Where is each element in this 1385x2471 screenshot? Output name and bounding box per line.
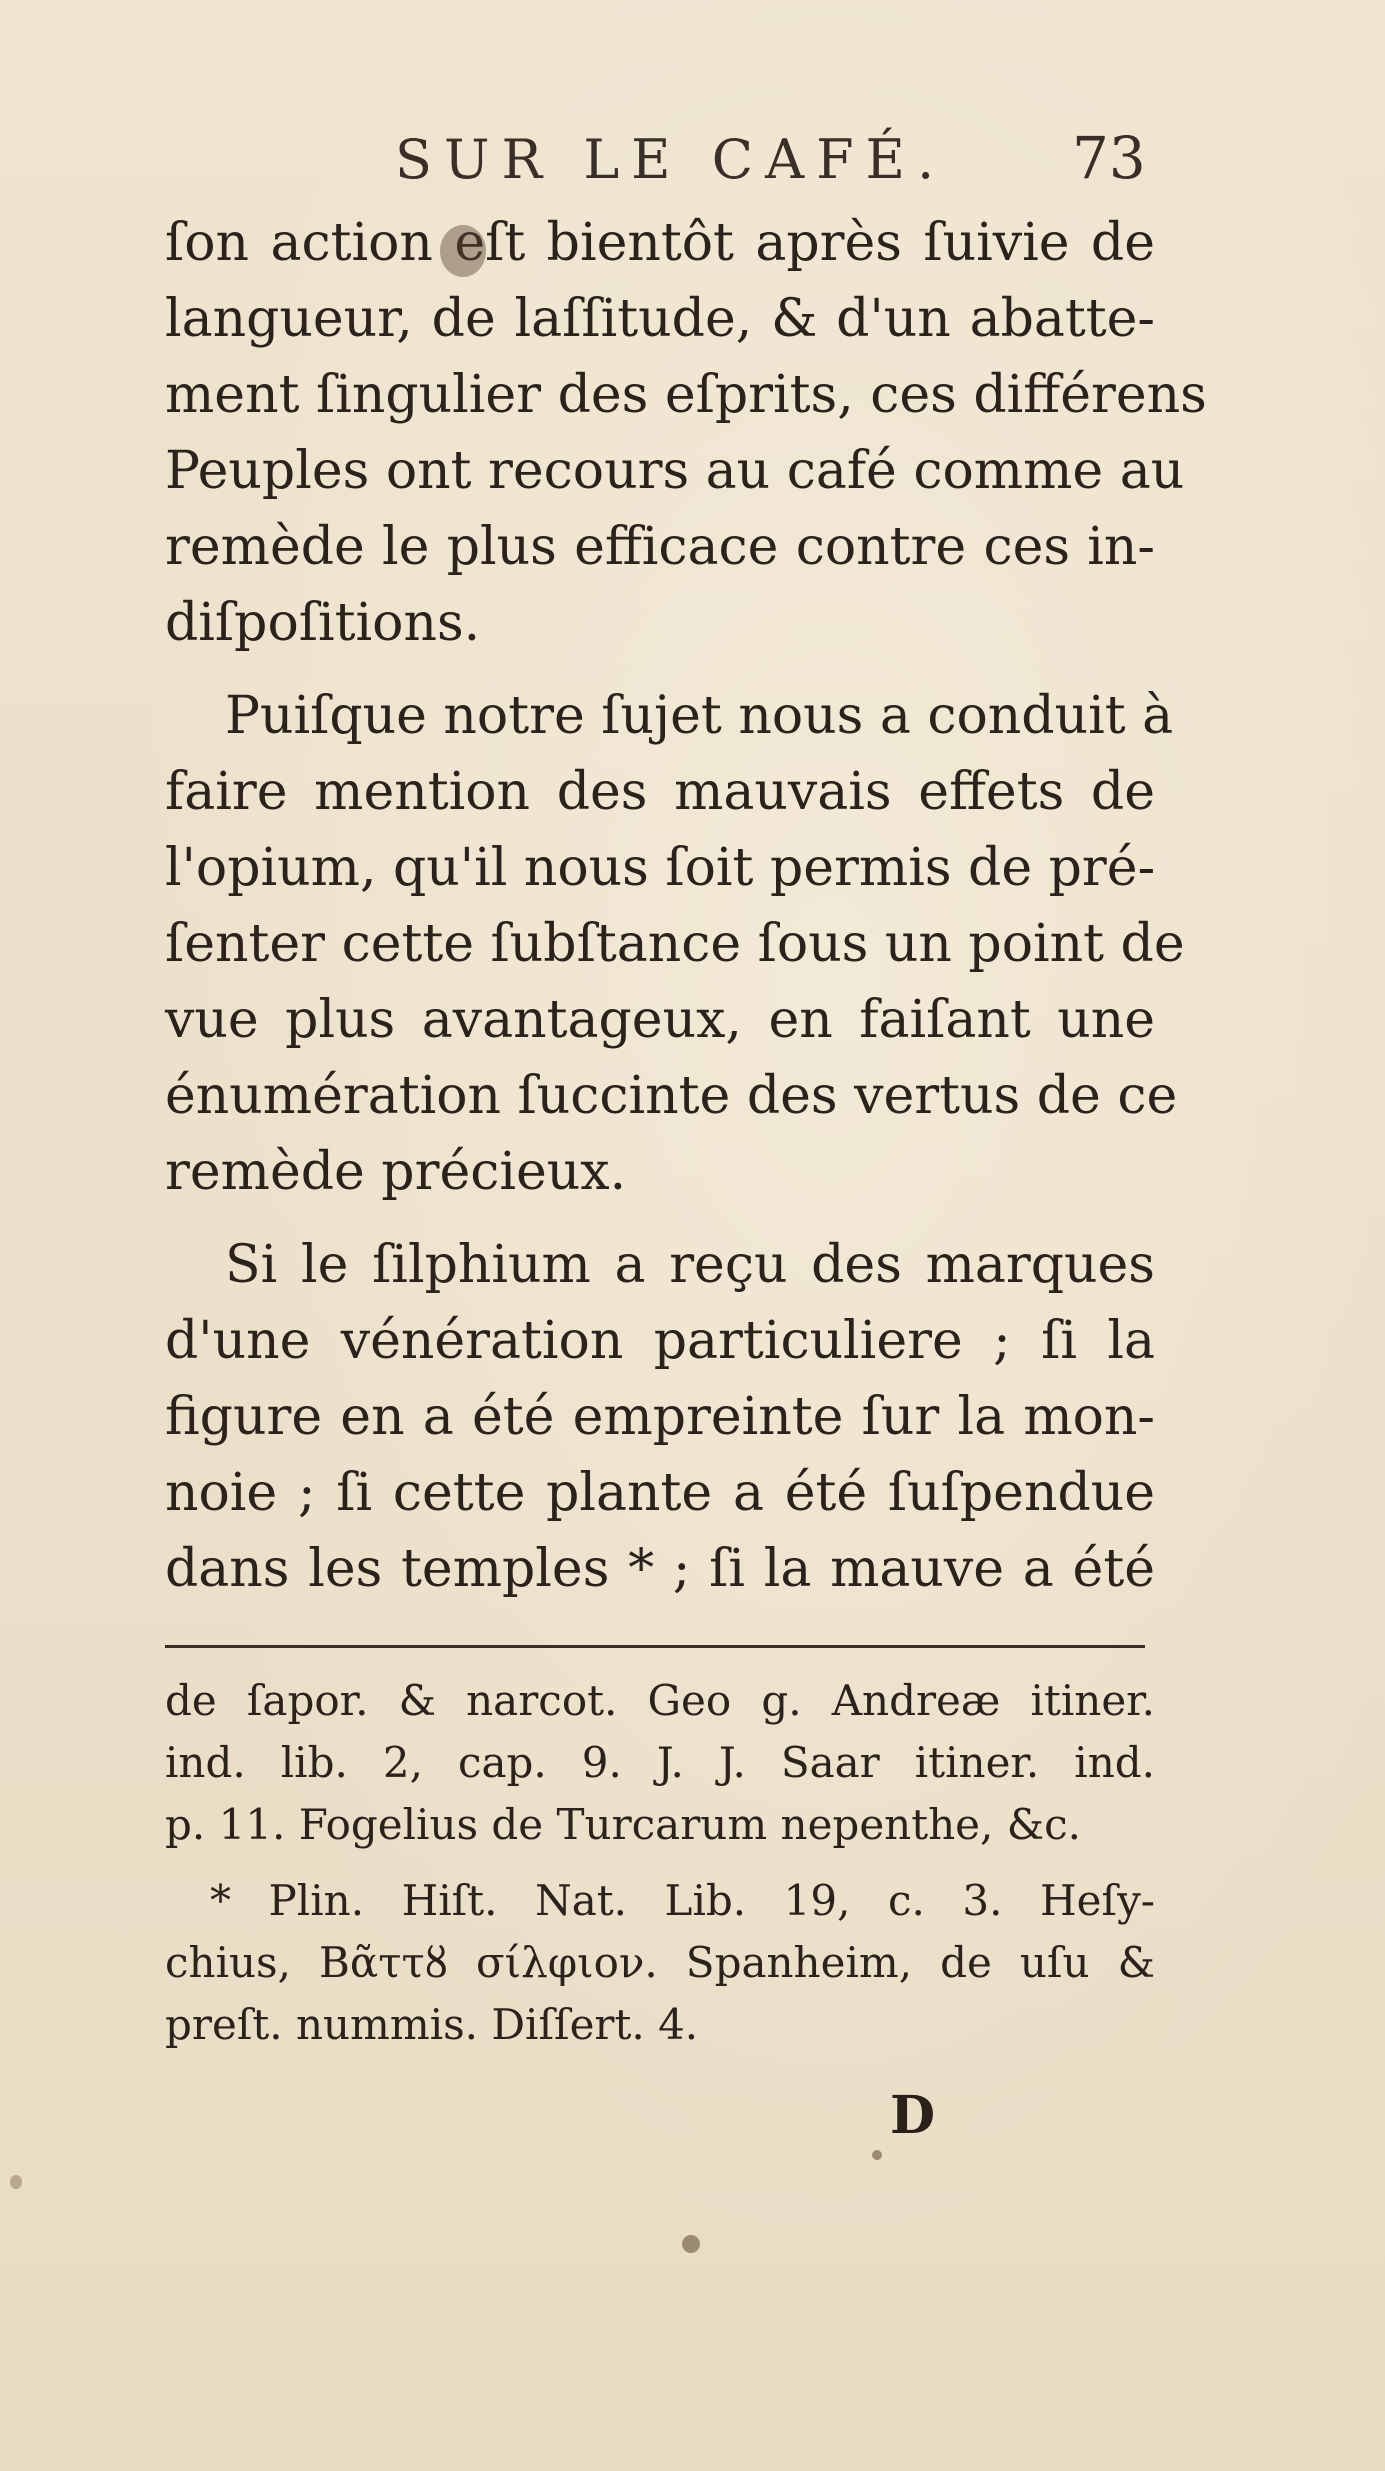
footnote-line: de ſapor. & narcot. Geo g. Andreæ itiner. xyxy=(165,1676,1155,1725)
signature-mark: D xyxy=(890,2085,936,2146)
footnote-line: preſt. nummis. Diſſert. 4. xyxy=(165,2000,699,2049)
body-line: figure en a été empreinte ſur la mon- xyxy=(165,1387,1155,1447)
footnote-line: chius, Βᾶττȣ σίλφιον. Spanheim, de uſu & xyxy=(165,1938,1155,1987)
body-line: diſpoſitions. xyxy=(165,593,481,653)
body-line: noie ; ſi cette plante a été ſuſpendue xyxy=(165,1463,1155,1523)
body-line: Peuples ont recours au café comme au xyxy=(165,441,1185,501)
body-line: ment ſingulier des eſprits, ces différens xyxy=(165,365,1207,425)
body-line: l'opium, qu'il nous ſoit permis de pré- xyxy=(165,838,1156,898)
body-line: remède précieux. xyxy=(165,1142,627,1202)
footnote-line: * Plin. Hiſt. Nat. Lib. 19, c. 3. Heſy- xyxy=(210,1876,1155,1925)
body-line: dans les temples * ; ſi la mauve a été xyxy=(165,1539,1155,1599)
page-number: 73 xyxy=(1072,124,1146,192)
footnote-line: ind. lib. 2, cap. 9. J. J. Saar itiner. ind. xyxy=(165,1738,1155,1787)
ink-stain xyxy=(440,225,486,277)
body-line: Puiſque notre ſujet nous a conduit à xyxy=(225,686,1174,746)
body-line: énumération ſuccinte des vertus de ce xyxy=(165,1066,1178,1126)
paper-speck xyxy=(872,2150,882,2160)
body-line: langueur, de laſſitude, & d'un abatte- xyxy=(165,289,1155,349)
paper-speck xyxy=(682,2235,700,2253)
body-line: ſon action eſt bientôt après ſuivie de xyxy=(165,213,1155,273)
body-line: remède le plus efficace contre ces in- xyxy=(165,517,1155,577)
footnote-line: p. 11. Fogelius de Turcarum nepenthe, &c. xyxy=(165,1800,1081,1849)
running-title: SUR LE CAFÉ. xyxy=(395,128,947,191)
footnote-rule xyxy=(165,1645,1145,1648)
body-line: faire mention des mauvais effets de xyxy=(165,762,1155,822)
paper-speck xyxy=(10,2175,22,2189)
body-line: vue plus avantageux, en faiſant une xyxy=(165,990,1155,1050)
body-line: ſenter cette ſubſtance ſous un point de xyxy=(165,914,1185,974)
body-line: Si le ſilphium a reçu des marques xyxy=(225,1235,1155,1295)
body-line: d'une vénération particuliere ; ſi la xyxy=(165,1311,1155,1371)
